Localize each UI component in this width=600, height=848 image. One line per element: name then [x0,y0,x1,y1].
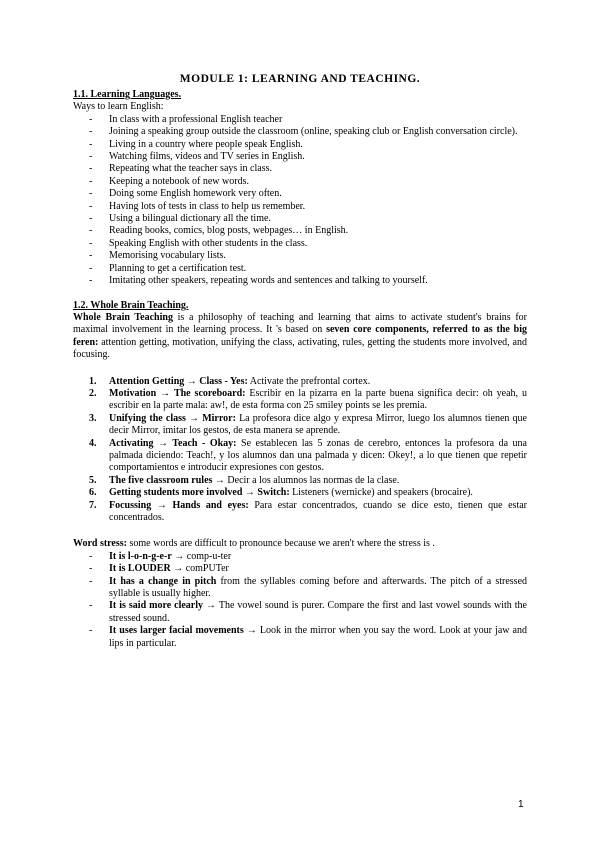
list-item: - Using a bilingual dictionary all the time. [73,213,527,225]
item-title: It is LOUDER [109,563,171,575]
word-stress-list [73,551,527,650]
section-intro: Ways to learn English: [73,101,164,113]
item-text: Listeners (wernicke) and speakers (brocaire). [289,487,473,499]
list-item: - Joining a speaking group outside the classroom (online, speaking club or English conversation circle). [73,126,527,138]
item-number: 3. [89,412,97,424]
item-number: 6. [89,487,97,499]
list-item: - Watching films, videos and TV series in English. [73,151,527,163]
list-item [73,625,527,650]
item-text: Activate the prefrontal cortex. [247,375,371,387]
item-number: 7. [89,499,97,511]
item-title: The five classroom rules [109,474,213,486]
list-item [73,563,527,575]
list-item: - Imitating other speakers, repeating words and sentences and talking to yourself. [73,275,527,287]
item-title: Activating → Teach - Okay: [109,437,237,449]
item-text: → comp-u-ter [171,550,232,562]
list-item [73,551,527,563]
section-heading-whole-brain-teaching: 1.2. Whole Brain Teaching. [73,299,189,311]
item-text: from the syllables coming before and afterwards. The pitch of a stressed syllable is usually higher. [109,575,528,600]
word-stress-label: Word stress: [73,538,127,550]
wbt-paragraph [73,312,527,362]
item-title: It uses larger facial movements [109,625,244,637]
item-text: Para estar concentrados, cuando se dice esto, tienen que estar concentrados. [109,499,527,523]
list-item: - Reading books, comics, blog posts, webpages… in English. [73,225,527,237]
item-title: Focussing → Hands and eyes: [109,499,249,511]
wbt-text-a: is a philosophy of teaching and learning that aims to activate student's brains for maximal involvement in the learning process. It 's based on [73,311,528,336]
item-title: Getting students more involved → Switch: [109,487,290,499]
list-item: - Repeating what the teacher says in class. [73,163,527,175]
list-item [73,500,527,525]
item-text: → Decir a los alumnos las normas de la clase. [212,474,400,486]
item-title: It is said more clearly [109,600,204,612]
item-text: La profesora dice algo y expresa Mirror, luego los alumnos tienen que decir Mirror, imitar los gestos, de esta manera se aprende. [109,412,527,437]
item-text: → comPUTer [170,563,229,575]
item-text: Escribir en la pizarra en la parte buena significa decir: oh yeah, u escribir en la parte mala: aw!, de esta forma con 25 smiley points se les premia. [109,387,528,412]
list-item [73,376,527,388]
word-stress-text: some words are difficult to pronounce because we aren't where the stress is . [126,538,435,550]
list-item [73,600,527,625]
section-heading-learning-languages: 1.1. Learning Languages. [73,89,182,100]
list-item [73,413,527,438]
item-number: 1. [89,375,97,387]
list-item [73,576,527,601]
item-number: 2. [89,387,97,399]
page-number: 1 [518,799,524,810]
item-title: It is l-o-n-g-e-r [109,550,172,562]
list-item: - Doing some English homework very often. [73,188,527,200]
wbt-text-b: attention getting, motivation, unifying the class, activating, rules, getting the students more involved, and focusing. [73,336,527,361]
item-title: Attention Getting → Class - Yes: [109,375,248,387]
item-title: Motivation → The scoreboard: [109,387,246,399]
list-item [73,475,527,487]
item-text: → Look in the mirror when you say the word. Look at your jaw and lips in particular. [109,625,527,649]
document-page [73,72,527,650]
wbt-core-components: seven core components, referred to as the big feren: [73,324,527,348]
list-item: - Planning to get a certification test. [73,263,527,275]
list-item: - Having lots of tests in class to help us remember. [73,201,527,213]
list-item: - Keeping a notebook of new words. [73,176,527,188]
word-stress-paragraph [73,538,527,550]
list-item: - Speaking English with other students in the class. [73,238,527,250]
wbt-term: Whole Brain Teaching [73,311,173,323]
wbt-components-list [73,376,527,525]
item-number: 4. [89,437,97,449]
list-item [73,438,527,475]
list-item [73,388,527,413]
item-number: 5. [89,474,97,486]
list-item: - Memorising vocabulary lists. [73,250,527,262]
ways-list [73,114,527,288]
item-text: → The vowel sound is purer. Compare the first and last vowel sounds with the stressed sound. [109,600,527,624]
item-text: Se establecen las 5 zonas de cerebro, entonces la profesora da una palmada diciendo: Teach!, y los alumnos dan una palmada y dicen: Okey!, a lo que tienen que repetir comportamientos e introducir expresiones con gestos. [109,437,527,474]
item-title: It has a change in pitch [109,575,217,587]
list-item [73,487,527,499]
page-title: MODULE 1: LEARNING AND TEACHING. [179,73,421,85]
item-title: Unifying the class → Mirror: [109,412,236,424]
list-item: - Living in a country where people speak English. [73,139,527,151]
list-item: - In class with a professional English teacher [73,114,527,126]
